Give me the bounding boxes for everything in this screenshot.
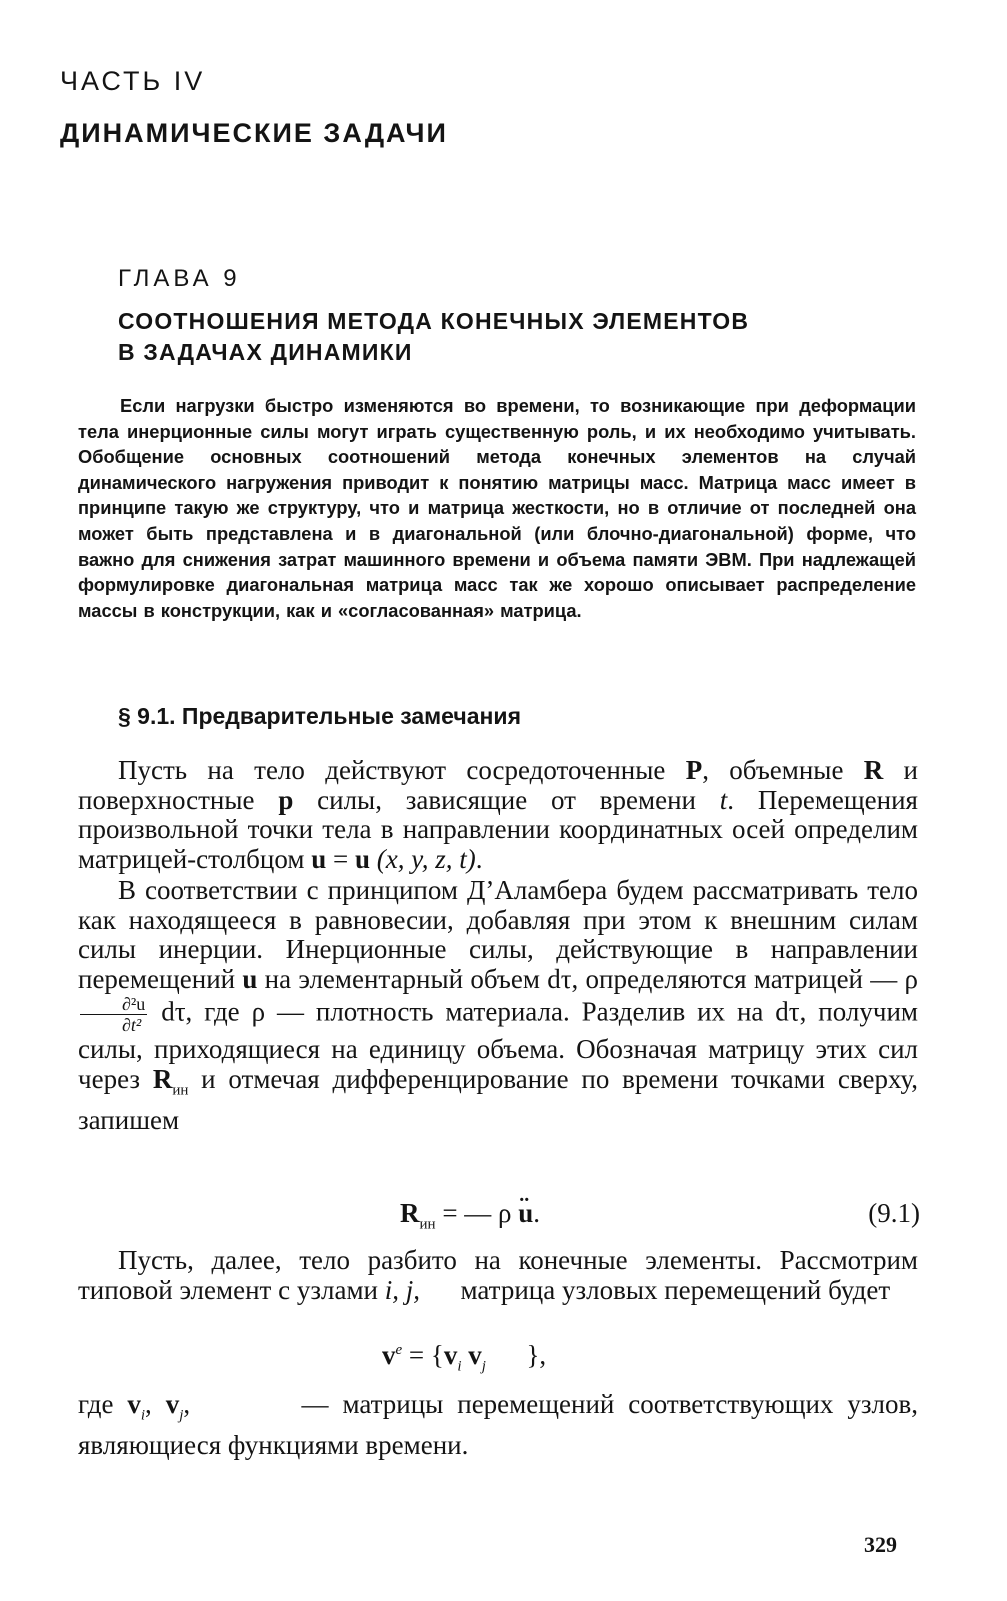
chapter-title-line-1: СООТНОШЕНИЯ МЕТОДА КОНЕЧНЫХ ЭЛЕМЕНТОВ (118, 308, 750, 334)
eq2-close: }, (485, 1340, 547, 1370)
p2-symbol-R: R (152, 1063, 173, 1094)
p3-text-b: матрица узловых перемещений будет (420, 1274, 891, 1305)
p1-text-a: Пусть на тело действуют сосредоточенные (118, 755, 686, 785)
part-label: ЧАСТЬ IV (60, 66, 206, 96)
eq2-symbol-vj: v (468, 1340, 482, 1370)
section-heading: § 9.1. Предварительные замечания (118, 703, 521, 729)
chapter-abstract (78, 393, 916, 623)
p1-equals: = (326, 843, 355, 874)
second-derivative-fraction (80, 994, 147, 1035)
eq2-symbol-vi: v (443, 1340, 458, 1370)
p1-symbol-R: R (863, 755, 884, 785)
eq1-symbol-R-subscript: ин (419, 1216, 436, 1233)
eq1-end: . (533, 1198, 541, 1228)
p3-node-indices: i, j, (384, 1274, 420, 1305)
p2-text-c: dτ, где ρ — плотность материала. Разделив их на dτ, получим силы, приходящиеся на единицу объема. Обозначая матрицу этих сил через (78, 997, 918, 1094)
p4-symbol-vj: v (165, 1389, 180, 1419)
page-number: 329 (864, 1532, 897, 1557)
eq2-symbol-v: v (382, 1340, 396, 1370)
eq1-rhs: = — ρ (435, 1198, 519, 1228)
p4-separator: , (145, 1389, 166, 1419)
p3-text-a: Пусть, далее, тело разбито на конечные элементы. Рассмотрим типовой элемент с узлами (78, 1245, 918, 1305)
part-title: ДИНАМИЧЕСКИЕ ЗАДАЧИ (60, 118, 448, 148)
p4-symbol-vi: v (127, 1389, 141, 1419)
p2-symbol-u: u (242, 963, 258, 994)
eq1-symbol-u-ddot: .. u (518, 1198, 533, 1229)
fraction-numerator: ∂²u (80, 994, 147, 1015)
equation-nodal-displacements (382, 1340, 546, 1375)
eq2-subscript-i: i (457, 1358, 462, 1375)
equation-number: (9.1) (868, 1198, 920, 1228)
paragraph-3 (78, 1246, 918, 1305)
p1-symbol-p: p (278, 784, 294, 815)
chapter-title (118, 306, 878, 368)
p1-text-c: и поверхностные (78, 755, 919, 815)
p1-symbol-u: u (311, 843, 327, 874)
p2-text-d: и отмечая дифференцирование по времени точками сверху, запишем (78, 1063, 918, 1135)
p1-text-e: . Перемещения произвольной точки тела в направлении координатных осей определим матрицей-столбцом (78, 784, 918, 874)
p4-text-b: , — матрицы перемещений соответствующих узлов, являющиеся функциями времени. (78, 1389, 925, 1460)
paragraph-2 (78, 876, 918, 1136)
chapter-title-line-2: В ЗАДАЧАХ ДИНАМИКИ (118, 339, 413, 365)
paragraph-1 (78, 756, 918, 874)
eq2-subscript-j: j (481, 1358, 486, 1375)
p1-symbol-P: P (685, 755, 703, 785)
p1-end: . (475, 843, 483, 874)
equation-9-1 (400, 1198, 540, 1233)
eq2-open: = { (402, 1340, 444, 1370)
p2-text-a: В соответствии с принципом Д’Аламбера будем рассматривать тело как находящееся в равновесии, добавляя при этом к внешним силам силы инерции. Инерционные силы, действующие в направлении перемещений (78, 875, 918, 994)
abstract-text: Если нагрузки быстро изменяются во времени, то возникающие при деформации тела инерционные силы могут играть существенную роль, и их необходимо учитывать. Обобщение основных соотношений метода конечных элементов на случай динамического нагружения приводит к понятию матрицы масс. Матрица масс имеет в принципе такую же структуру, что и матрица жесткости, но в отличие от последней она может быть представлена и в диагональной (или блочно-диагональной) форме, что важно для снижения затрат машинного времени и объема памяти ЭВМ. При надлежащей формулировке диагональная матрица масс так же хорошо описывает распределение массы в конструкции, как и «согласованная» матрица. (78, 395, 916, 621)
p1-arguments: (x, y, z, t) (370, 843, 476, 874)
p4-subscript-i: i (140, 1407, 146, 1424)
p4-text-a: где (78, 1389, 128, 1419)
fraction-denominator: ∂t² (122, 1015, 142, 1036)
p1-symbol-u-2: u (354, 843, 370, 874)
paragraph-4 (78, 1389, 925, 1461)
p4-subscript-j: j (179, 1407, 184, 1424)
p2-text-b: на элементарный объем dτ, определяются матрицей — ρ (257, 963, 918, 994)
p1-text-d: силы, зависящие от времени (293, 784, 720, 815)
p1-text-b: , объемные (702, 755, 864, 785)
chapter-label: ГЛАВА 9 (118, 265, 241, 292)
p2-symbol-R-subscript: ин (172, 1082, 189, 1099)
eq2-superscript-e: e (395, 1342, 403, 1358)
p1-symbol-t: t (719, 784, 728, 815)
eq1-symbol-R: R (400, 1198, 420, 1228)
